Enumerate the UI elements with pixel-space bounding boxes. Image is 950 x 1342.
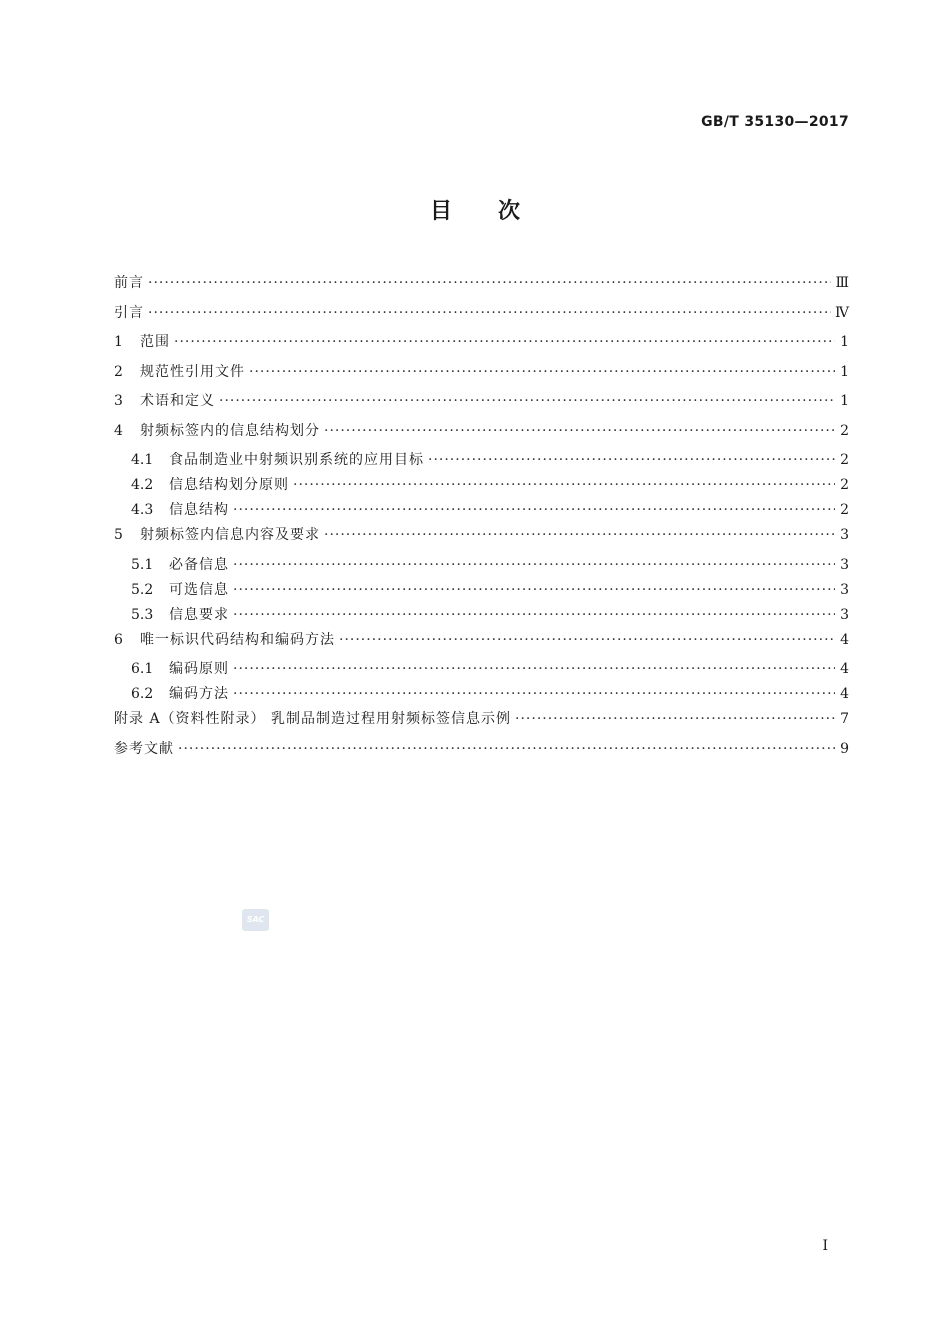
toc-entry-number: 4.3 (131, 502, 154, 518)
toc-entry-number: 6.2 (131, 686, 154, 702)
toc-leader-dots (219, 389, 835, 414)
toc-entry-label: 可选信息 (169, 581, 229, 598)
toc-entry[interactable] (114, 301, 849, 331)
toc-entry-page: 1 (840, 363, 849, 380)
toc-leader-dots (233, 603, 835, 628)
toc-leader-dots (233, 657, 835, 682)
toc-entry-page: 7 (840, 711, 849, 727)
toc-entry[interactable] (114, 657, 849, 682)
toc-entry[interactable] (114, 498, 849, 523)
toc-entry-number: 6 (114, 631, 123, 648)
toc-entry-page: 4 (840, 631, 849, 648)
toc-entry[interactable] (114, 603, 849, 628)
toc-leader-dots (233, 682, 835, 707)
page-number: I (822, 1238, 828, 1254)
toc-entry-label: 附录 A（资料性附录） 乳制品制造过程用射频标签信息示例 (114, 711, 512, 727)
toc-entry-page: 2 (840, 477, 849, 493)
toc-entry-label: 术语和定义 (140, 393, 215, 409)
toc-entry-page: 4 (840, 686, 849, 702)
toc-entry[interactable] (114, 448, 849, 473)
toc-entry-number: 4.1 (131, 452, 154, 468)
toc-entry-number: 5.2 (131, 581, 154, 598)
toc-leader-dots (339, 628, 835, 653)
toc-entry-number: 5.1 (131, 556, 154, 573)
toc-entry-label: 编码原则 (169, 661, 229, 677)
toc-entry-number: 5.3 (131, 606, 154, 623)
toc-entry-label: 引言 (114, 304, 144, 321)
toc-leader-dots (428, 448, 835, 473)
toc-title (0, 194, 950, 225)
toc-entry-page: 4 (840, 661, 849, 677)
toc-entry-label: 范围 (140, 334, 170, 350)
toc-entry-page: 9 (840, 740, 849, 757)
toc-entry[interactable] (114, 473, 849, 498)
toc-entry-page: Ⅲ (835, 275, 849, 291)
toc-leader-dots (515, 707, 835, 732)
toc-entry-page: 2 (840, 452, 849, 468)
toc-entry-page: 1 (840, 393, 849, 409)
toc-title-char-2: 次 (498, 199, 521, 224)
toc-entry-number: 4.2 (131, 477, 154, 493)
toc-entry-label: 食品制造业中射频识别系统的应用目标 (169, 452, 424, 468)
toc-entry[interactable] (114, 389, 849, 419)
toc-entry-page: 3 (840, 581, 849, 598)
toc-leader-dots (293, 473, 835, 498)
toc-entry-label: 射频标签内的信息结构划分 (140, 422, 320, 439)
toc-leader-dots (148, 271, 831, 296)
toc-leader-dots (249, 360, 835, 385)
toc-leader-dots (148, 301, 831, 326)
toc-entry[interactable] (114, 578, 849, 603)
toc-entry-label: 编码方法 (169, 686, 229, 702)
toc-entry-page: 3 (840, 606, 849, 623)
toc-entry[interactable] (114, 553, 849, 578)
toc-entry[interactable] (114, 523, 849, 553)
toc-entry[interactable] (114, 707, 849, 737)
toc-leader-dots (178, 737, 835, 762)
toc-leader-dots (324, 419, 835, 444)
toc-entry-label: 必备信息 (169, 556, 229, 573)
toc-entry-page: 3 (840, 556, 849, 573)
toc-entry[interactable] (114, 271, 849, 301)
doc-code: GB/T 35130—2017 (701, 114, 849, 130)
toc-leader-dots (233, 498, 835, 523)
toc-entry-number: 3 (114, 393, 123, 409)
toc-leader-dots (233, 553, 835, 578)
toc-leader-dots (174, 330, 835, 355)
toc-entry-number: 6.1 (131, 661, 154, 677)
toc-entry[interactable] (114, 682, 849, 707)
toc-entry-label: 唯一标识代码结构和编码方法 (140, 631, 335, 648)
sac-watermark-logo: SAC (242, 909, 269, 931)
toc-entry-label: 信息结构 (169, 502, 229, 518)
toc-entry-label: 射频标签内信息内容及要求 (140, 527, 320, 543)
toc-entry-label: 前言 (114, 275, 144, 291)
toc-entry-number: 5 (114, 527, 123, 543)
toc-entry-label: 参考文献 (114, 740, 174, 757)
toc-entry-page: 3 (840, 527, 849, 543)
toc-entry-page: 1 (840, 334, 849, 350)
toc-entry[interactable] (114, 628, 849, 658)
toc-leader-dots (233, 578, 835, 603)
toc-entry-label: 信息要求 (169, 606, 229, 623)
toc-title-char-1: 目 (429, 199, 452, 224)
toc-entry[interactable] (114, 419, 849, 449)
toc-leader-dots (324, 523, 835, 548)
toc-entry-number: 4 (114, 422, 123, 439)
toc-entry-label: 信息结构划分原则 (169, 477, 289, 493)
toc-entry-page: Ⅳ (835, 304, 849, 321)
toc-entry-page: 2 (840, 422, 849, 439)
toc-entry-page: 2 (840, 502, 849, 518)
toc-entry-number: 2 (114, 363, 123, 380)
toc-entry-label: 规范性引用文件 (140, 363, 245, 380)
toc-entry-number: 1 (114, 334, 123, 350)
table-of-contents (114, 271, 849, 766)
toc-entry[interactable] (114, 360, 849, 390)
toc-entry[interactable] (114, 330, 849, 360)
toc-entry[interactable] (114, 737, 849, 767)
